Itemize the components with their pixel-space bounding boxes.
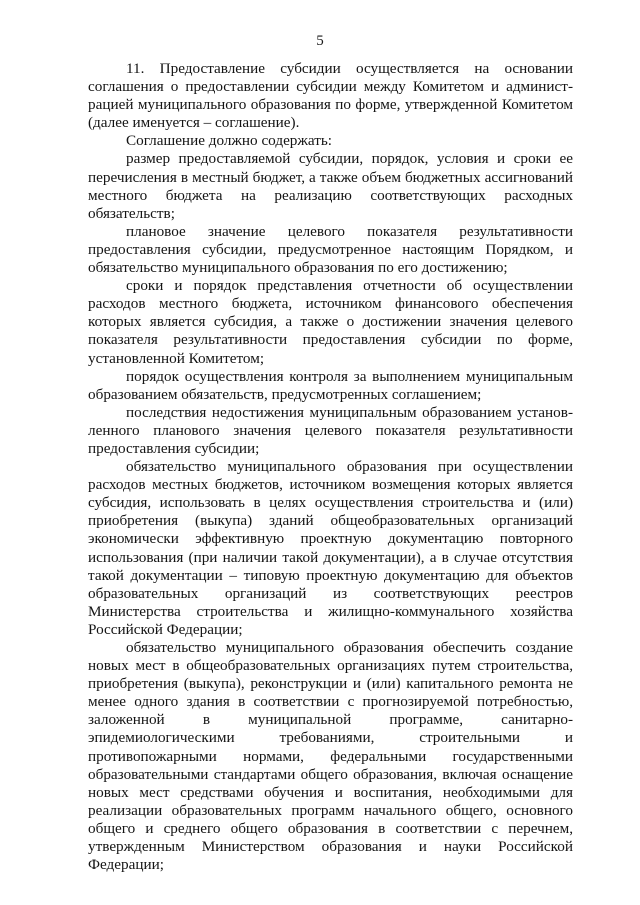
paragraph-subsidy-amount: размер предоставляемой субсидии, порядок, условия и сроки ее перечисления в местный бюджет, а также объем бюджетных ассигнований местного бюджета на реализацию соответствующих расходных обязательств; [88, 150, 573, 222]
paragraph-new-places: обязательство муниципального образования обеспечить создание новых мест в общеобразовательных организациях путем строительства, приобретения (выкупа), реконструкции и (или) капитального ремонта не менее одного здания в соответствии с прогнозируемой потребностью, заложенной в муниципальной программе, санитарно-эпидемиологическими требованиями, строительными и противопожарными нормами, федеральными государственными образовательными стандартами общего образования, включая оснащение новых мест средствами обучения и воспитания, необходимыми для реализации образовательных программ начального общего, основного общего и среднего общего образования в соответствии с перечнем, утвержденным Министерством образования и науки Российской Федерации; [88, 639, 573, 874]
paragraph-reporting: сроки и порядок представления отчетности об осуществлении расходов местного бюджета, источником финансового обеспечения которых является субсидия, а также о достижении значения целевого показателя результативности предоставления субсидии по форме, установленной Комитетом; [88, 277, 573, 367]
document-body [88, 60, 573, 874]
paragraph-consequences: последствия недостижения муниципальным образованием установленного планового значения целевого показателя результативности предоставления субсидии; [88, 403, 573, 457]
paragraph-control: порядок осуществления контроля за выполнением муниципальным образованием обязательств, предусмотренных соглашением; [88, 367, 573, 403]
page-number: 5 [316, 33, 324, 49]
paragraph-subsidy-basis: 11. Предоставление субсидии осуществляется на основании соглашения о предоставлении субсидии между Комитетом и администрацией муниципального образования по форме, утвержденной Комитетом (далее именуется – соглашение). [88, 60, 573, 132]
paragraph-agreement-contents: Соглашение должно содержать: [126, 132, 333, 150]
paragraph-design-documentation: обязательство муниципального образования при осуществлении расходов местных бюджетов, источником возмещения которых является субсидия, использовать в целях осуществления строительства и (или) приобретения (выкупа) зданий общеобразовательных организаций экономически эффективную проектную документацию повторного использования (при наличии такой документации), а в случае отсутствия такой документации – типовую проектную документацию для объектов образовательных организаций из соответствующих реестров Министерства строительства и жилищно-коммунального хозяйства Российской Федерации; [88, 458, 573, 638]
paragraph-target-indicator: плановое значение целевого показателя результативности предоставления субсидии, предусмотренное настоящим Порядком, и обязательство муниципального образования по его достижению; [88, 222, 573, 277]
